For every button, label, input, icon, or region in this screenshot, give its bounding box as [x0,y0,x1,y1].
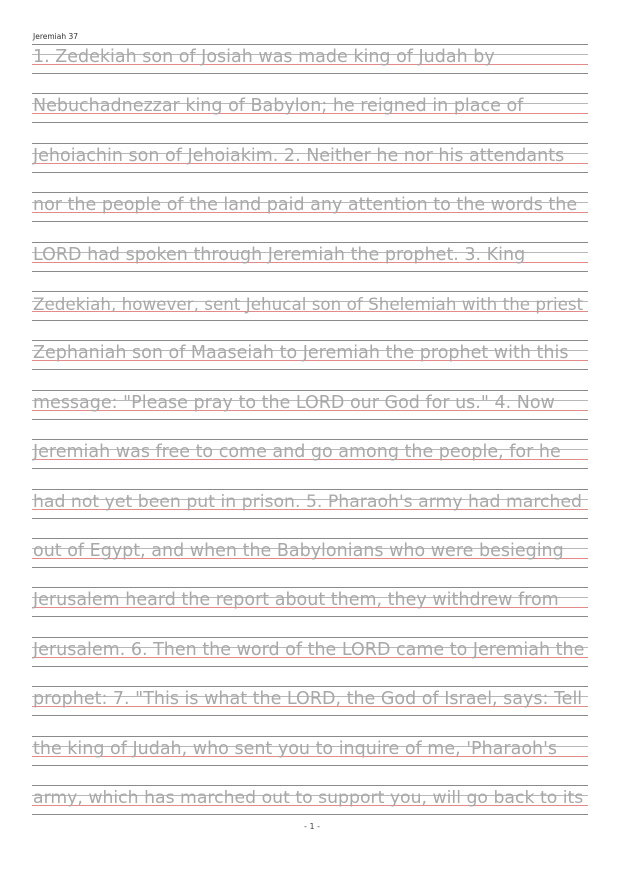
guide-line-bot [32,320,588,321]
guide-line-top [32,291,588,292]
trace-text-line: prophet: 7. "This is what the LORD, the God of Israel, says: Tell [33,689,583,710]
practice-row [32,93,588,123]
page-header-title: Jeremiah 37 [33,32,79,41]
practice-row [32,242,588,272]
guide-line-top [32,538,588,539]
practice-row [32,637,588,667]
practice-row [32,686,588,716]
practice-row [32,439,588,469]
guide-line-bot [32,172,588,173]
guide-line-top [32,439,588,440]
practice-row [32,736,588,766]
page-number: - 1 - [304,822,320,831]
practice-row [32,44,588,74]
trace-text-line: nor the people of the land paid any attention to the words the [33,195,578,216]
guide-line-bot [32,369,588,370]
guide-line-bot [32,468,588,469]
guide-line-top [32,785,588,786]
guide-line-top [32,390,588,391]
practice-row [32,489,588,519]
trace-text-line: Jerusalem. 6. Then the word of the LORD came to Jeremiah the [33,639,585,660]
guide-line-top [32,637,588,638]
guide-line-bot [32,518,588,519]
guide-line-bot [32,765,588,766]
guide-line-bot [32,122,588,123]
trace-text-line: Jehoiachin son of Jehoiakim. 2. Neither he nor his attendants [33,145,565,166]
trace-text-line: Zedekiah, however, sent Jehucal son of Shelemiah with the priest [33,294,584,314]
guide-line-bot [32,221,588,222]
trace-text-line: LORD had spoken through Jeremiah the prophet. 3. King [33,244,526,265]
guide-line-top [32,93,588,94]
trace-text-line: Nebuchadnezzar king of Babylon; he reigned in place of [33,96,524,117]
guide-line-top [32,44,588,45]
practice-row [32,587,588,617]
guide-line-top [32,489,588,490]
guide-line-top [32,686,588,687]
guide-line-top [32,143,588,144]
guide-line-top [32,242,588,243]
guide-line-top [32,192,588,193]
guide-line-bot [32,814,588,815]
practice-row [32,538,588,568]
guide-line-bot [32,419,588,420]
guide-line-bot [32,616,588,617]
trace-text-line: message: "Please pray to the LORD our God for us." 4. Now [33,392,555,413]
guide-line-bot [32,715,588,716]
trace-text-line: the king of Judah, who sent you to inquire of me, 'Pharaoh's [33,738,558,759]
trace-text-line: Jerusalem heard the report about them, they withdrew from [33,590,559,611]
practice-row [32,390,588,420]
practice-row [32,785,588,815]
trace-text-line: had not yet been put in prison. 5. Pharaoh's army had marched [33,491,583,512]
practice-row [32,340,588,370]
trace-text-line: out of Egypt, and when the Babylonians who were besieging [33,541,564,561]
practice-row [32,291,588,321]
trace-text-line: army, which has marched out to support you, will go back to its [33,788,584,808]
guide-line-bot [32,567,588,568]
guide-line-bot [32,271,588,272]
trace-text-line: Jeremiah was free to come and go among the people, for he [33,442,561,463]
trace-text-line: Zephaniah son of Maaseiah to Jeremiah the prophet with this [33,343,569,364]
guide-line-top [32,340,588,341]
practice-row [32,143,588,173]
guide-line-bot [32,73,588,74]
trace-text-line: 1. Zedekiah son of Josiah was made king of Judah by [33,47,495,67]
guide-line-top [32,736,588,737]
practice-row [32,192,588,222]
guide-line-bot [32,666,588,667]
guide-line-top [32,587,588,588]
